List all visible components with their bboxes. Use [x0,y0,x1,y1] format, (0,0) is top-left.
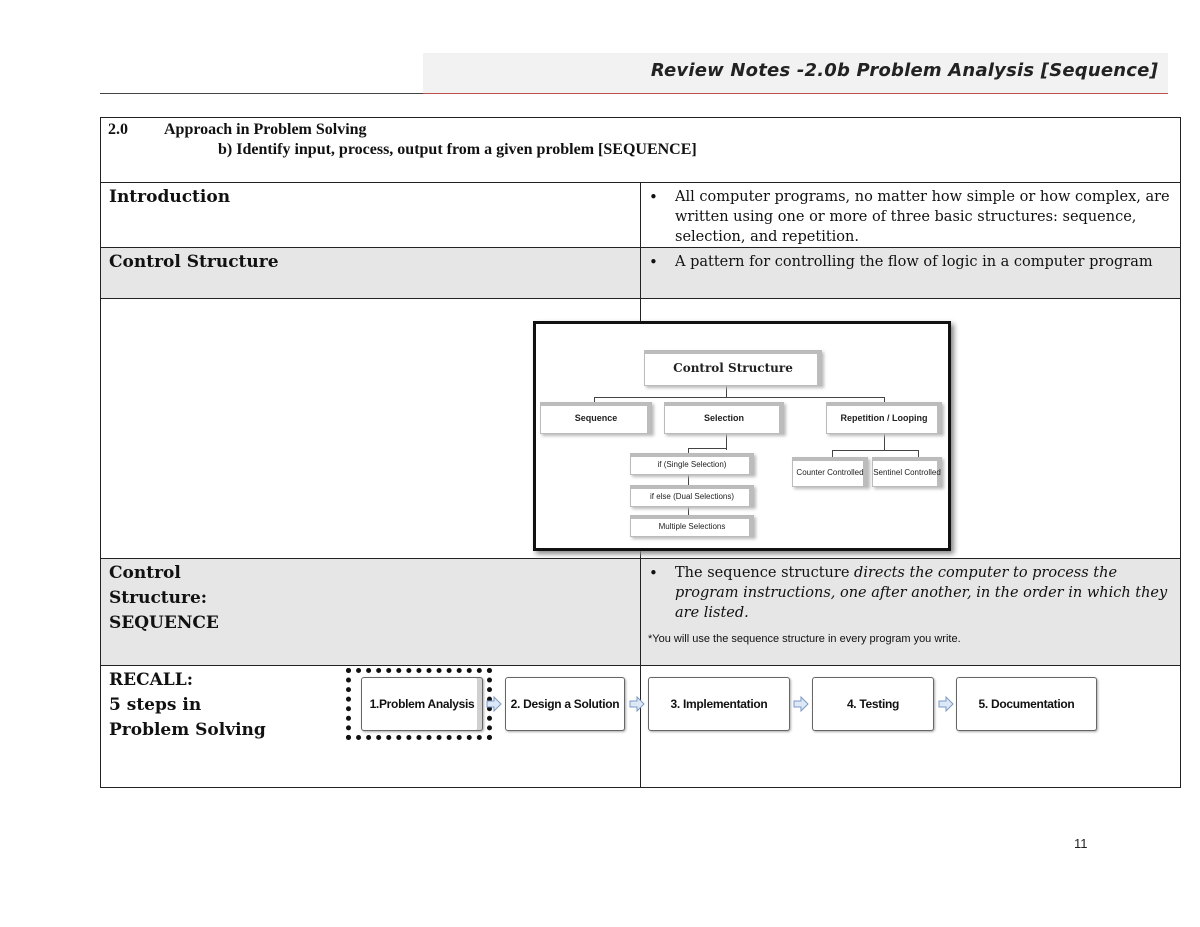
arrow-right-icon [938,696,954,712]
arrow-right-icon [486,696,502,712]
sequence-note: *You will use the sequence structure in every program you write. [648,633,961,645]
step-documentation: 5. Documentation [956,677,1097,731]
step-testing: 4. Testing [812,677,934,731]
connector-line [918,450,919,457]
connector-line [832,450,918,451]
step-implementation: 3. Implementation [648,677,790,731]
connector-line [726,384,727,398]
introduction-text: • All computer programs, no matter how simple or how complex, are written using one or more of three basic structures: sequence, selection, and repetition. [641,187,1180,247]
node-counter: Counter Controlled [792,457,868,487]
introduction-label: Introduction [101,183,641,248]
sequence-label [101,559,641,666]
sequence-row [101,559,1181,666]
control-structure-text: • A pattern for controlling the flow of logic in a computer program [641,252,1180,272]
recall-label-line3: Problem Solving [109,720,266,740]
sequence-text [641,563,1180,623]
step-design-solution: 2. Design a Solution [505,677,625,731]
connector-line [688,448,727,449]
recall-label-line1: RECALL: [109,670,193,690]
sequence-label-line3: SEQUENCE [109,613,219,633]
problem-solving-steps [346,668,1106,746]
topic-title: Approach in Problem Solving [164,121,367,138]
arrow-right-icon [629,696,645,712]
arrow-right-icon [793,696,809,712]
sequence-text-plain: The sequence structure [675,565,855,581]
control-structure-diagram [533,321,951,551]
control-structure-content [641,248,1181,299]
node-repetition: Repetition / Looping [826,402,942,434]
introduction-content [641,183,1181,248]
header-rule-accent [423,93,1168,94]
control-structure-row [101,248,1181,299]
node-if-else: if else (Dual Selections) [630,485,754,507]
connector-line [832,450,833,457]
node-selection: Selection [664,402,784,434]
sequence-label-line1: Control [109,563,181,583]
topic-subtitle: b) Identify input, process, output from a given problem [SEQUENCE] [218,141,697,158]
node-sequence: Sequence [540,402,652,434]
node-sentinel: Sentinel Controlled [872,457,942,487]
node-control-structure: Control Structure [644,350,822,386]
recall-label-line2: 5 steps in [109,695,202,715]
connector-line [594,397,884,398]
topic-cell [101,118,1181,183]
topic-row [101,118,1181,183]
connector-line [884,434,885,450]
step-problem-analysis: 1.Problem Analysis [361,677,483,731]
topic-number: 2.0 [108,121,128,138]
node-if-single: if (Single Selection) [630,453,754,475]
sequence-content [641,559,1181,666]
sequence-text-italic: directs the computer to process the program instructions, one after another, in the order in which they are listed. [675,565,1168,621]
header-title: Review Notes -2.0b Problem Analysis [Sequence] [650,60,1158,81]
control-structure-label: Control Structure [101,248,641,299]
sequence-label-line2: Structure: [109,588,208,608]
node-multiple: Multiple Selections [630,515,754,537]
page-number: 11 [1074,836,1088,851]
introduction-row [101,183,1181,248]
